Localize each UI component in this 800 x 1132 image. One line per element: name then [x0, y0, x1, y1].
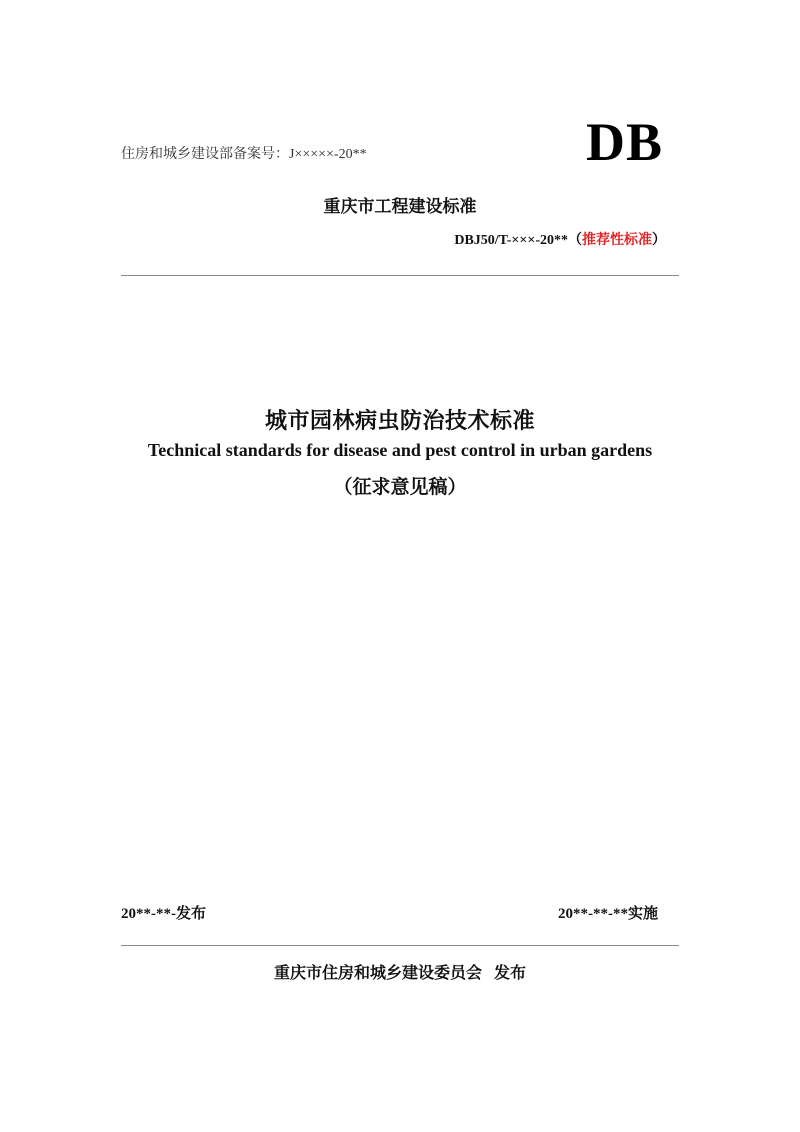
title-english: Technical standards for disease and pest control in urban gardens: [147, 440, 653, 460]
title-chinese: 城市园林病虫防治技术标准: [264, 408, 535, 433]
bottom-divider: [121, 945, 679, 946]
paren-open: （: [568, 233, 582, 248]
record-number: 住房和城乡建设部备案号：J×××××-20**: [121, 147, 367, 162]
issue-date: 20**-**-发布: [121, 906, 206, 922]
standard-number: [454, 229, 666, 249]
publisher: 重庆市住房和城乡建设委员会 发布: [273, 965, 526, 982]
standard-category: 重庆市工程建设标准: [323, 197, 477, 216]
implement-date: 20**-**-**实施: [558, 906, 658, 922]
standard-code: DBJ50/T-×××-20**: [454, 233, 568, 248]
db-mark: DB: [586, 112, 664, 172]
top-divider: [121, 275, 679, 276]
draft-label: （征求意见稿）: [333, 477, 467, 498]
paren-close: ）: [652, 233, 666, 248]
recommend-label: 推荐性标准: [582, 233, 652, 248]
